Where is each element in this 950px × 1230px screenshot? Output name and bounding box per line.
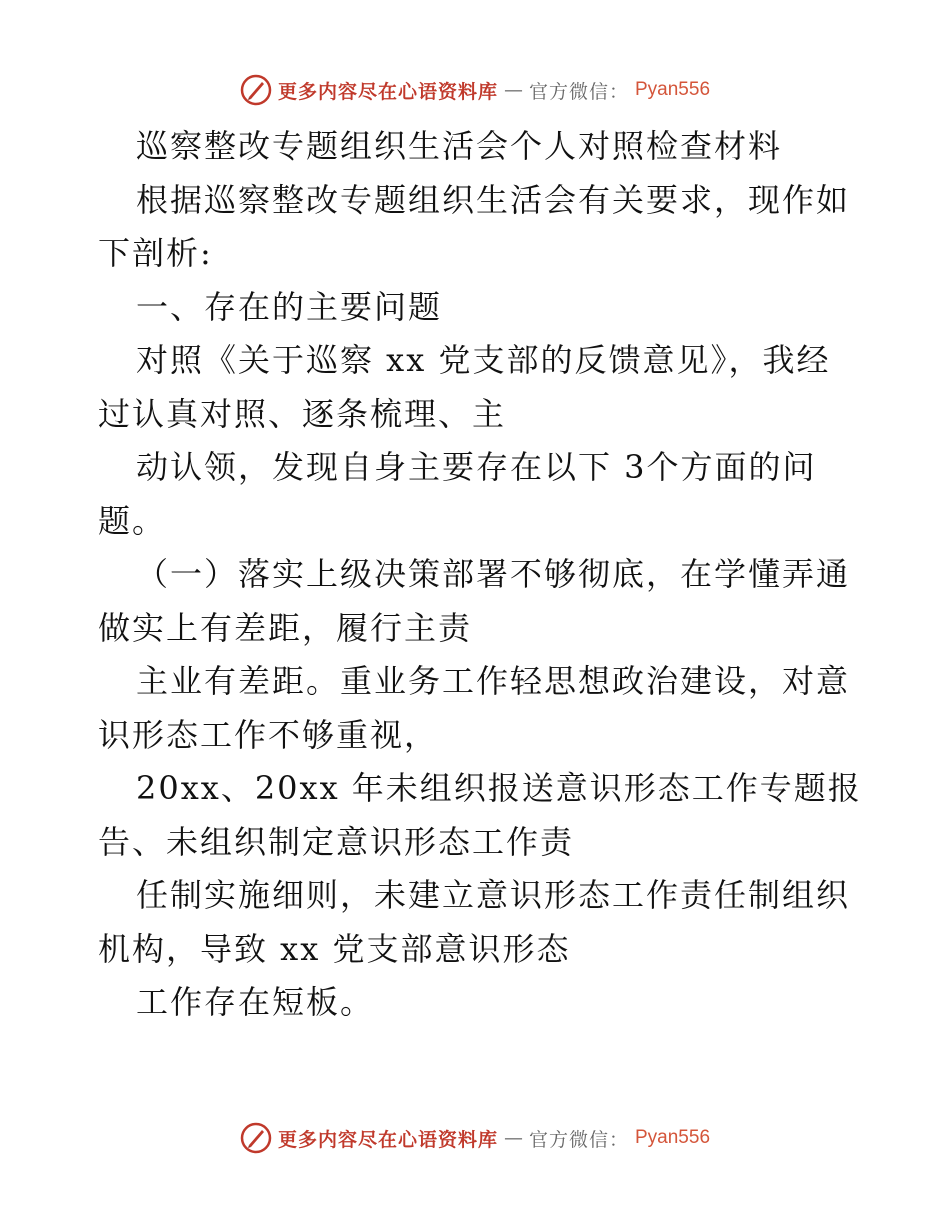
brand-text: 更多内容尽在心语资料库 bbox=[277, 80, 498, 103]
header-watermark bbox=[0, 70, 950, 110]
paragraph-line: 告、未组织制定意识形态工作责 bbox=[98, 822, 575, 861]
brand-separator: — bbox=[503, 79, 523, 101]
paragraph-line: 动认领，发现自身主要存在以下 3个方面的问 bbox=[136, 448, 817, 486]
section-heading: 一、存在的主要问题 bbox=[136, 287, 443, 326]
paragraph-line: 主业有差距。重业务工作轻思想政治建设，对意 bbox=[136, 662, 851, 700]
paragraph-line: 工作存在短板。 bbox=[136, 983, 375, 1021]
brand-text: 更多内容尽在心语资料库 bbox=[277, 1128, 498, 1151]
document-body bbox=[98, 120, 862, 1030]
wechat-label: 官方微信： bbox=[528, 80, 629, 103]
subsection-heading: （一）落实上级决策部署不够彻底，在学懂弄通 bbox=[136, 555, 851, 593]
paragraph-line: 任制实施细则，未建立意识形态工作责任制组织 bbox=[136, 876, 851, 914]
footer-watermark bbox=[0, 1118, 950, 1158]
wechat-id: Pyan556 bbox=[635, 79, 711, 100]
paragraph-line: 题。 bbox=[98, 501, 167, 540]
paragraph-line: 识形态工作不够重视， bbox=[98, 715, 439, 754]
wechat-label: 官方微信： bbox=[528, 1128, 629, 1151]
paragraph-line: 过认真对照、逐条梳理、主 bbox=[98, 394, 507, 433]
paragraph-line: 对照《关于巡察 xx 党支部的反馈意见》，我经 bbox=[136, 341, 831, 379]
paragraph-line: 20xx、20xx 年未组织报送意识形态工作专题报 bbox=[136, 769, 862, 807]
quill-logo-icon bbox=[240, 74, 272, 106]
wechat-id: Pyan556 bbox=[635, 1127, 711, 1148]
quill-logo-icon bbox=[240, 1122, 272, 1154]
paragraph-line: 下剖析: bbox=[98, 234, 213, 272]
brand-separator: — bbox=[503, 1127, 523, 1149]
paragraph-line: 根据巡察整改专题组织生活会有关要求，现作如 bbox=[136, 180, 851, 219]
paragraph-line: 做实上有差距，履行主责 bbox=[98, 608, 473, 647]
paragraph-line: 机构，导致 xx 党支部意识形态 bbox=[98, 929, 571, 968]
document-title: 巡察整改专题组织生活会个人对照检查材料 bbox=[136, 127, 783, 165]
